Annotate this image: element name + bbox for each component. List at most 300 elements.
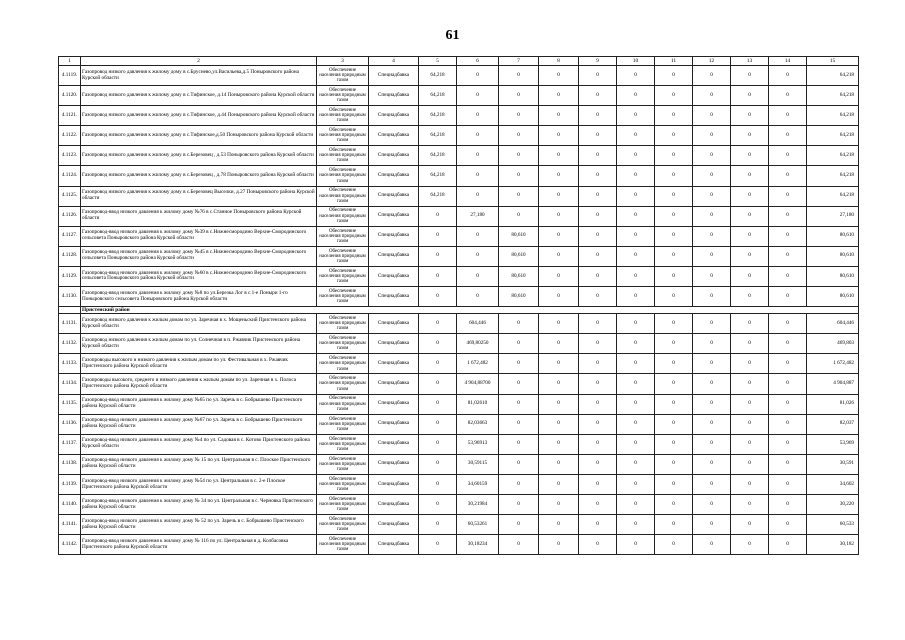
activity-type: Обеспечение населения природным газом (317, 66, 369, 86)
row-number: 4.1120. (59, 86, 81, 106)
table-row (59, 266, 859, 286)
funding-source: Спецнадбавка (369, 515, 419, 535)
total-value: 30,182 (807, 535, 859, 555)
row-number: 4.1137. (59, 434, 81, 454)
total-value: 30,220 (807, 495, 859, 515)
year-value: 80,610 (499, 226, 539, 246)
year-value: 0 (769, 287, 807, 307)
table-row (59, 166, 859, 186)
year-value: 0 (539, 314, 579, 334)
object-name: Газопровод низкого давления к жилому дому в с.Тифинское,д.50 Поныровского района Курской области (81, 126, 317, 146)
year-value: 0 (499, 206, 539, 226)
table-row (59, 86, 859, 106)
total-value: 80,610 (807, 287, 859, 307)
year-value: 0 (499, 414, 539, 434)
activity-type: Обеспечение населения природным газом (317, 314, 369, 334)
year-value: 0 (579, 314, 617, 334)
column-number-9: 9 (579, 57, 617, 66)
row-number: 4.1119. (59, 66, 81, 86)
year-value: 0 (693, 495, 731, 515)
program-table-container (58, 56, 854, 555)
year-value: 64,218 (419, 66, 457, 86)
year-value: 80,610 (499, 287, 539, 307)
year-value: 0 (617, 86, 655, 106)
row-number: 4.1124. (59, 166, 81, 186)
funding-source: Спецнадбавка (369, 266, 419, 286)
year-value: 0 (731, 66, 769, 86)
year-value: 0 (419, 374, 457, 394)
funding-source: Спецнадбавка (369, 374, 419, 394)
year-value: 0 (579, 434, 617, 454)
year-value: 0 (655, 146, 693, 166)
year-value: 0 (769, 226, 807, 246)
year-value: 0 (731, 86, 769, 106)
object-name: Газопровод низкого давления к жилым домам по ул. Заречная в х. Мощеньский Пристенского района Курской области (81, 314, 317, 334)
year-value: 0 (579, 394, 617, 414)
year-value: 0 (731, 126, 769, 146)
funding-source: Спецнадбавка (369, 226, 419, 246)
activity-type: Обеспечение населения природным газом (317, 226, 369, 246)
object-name: Газопровод низкого давления к жилому дому в с.Тифинское, д.44 Поныровского района Курской области (81, 106, 317, 126)
year-value: 64,218 (419, 166, 457, 186)
year-value: 0 (693, 414, 731, 434)
year-value: 0 (693, 266, 731, 286)
year-value: 0 (769, 314, 807, 334)
activity-type: Обеспечение населения природным газом (317, 394, 369, 414)
activity-type: Обеспечение населения природным газом (317, 266, 369, 286)
year-value: 0 (579, 535, 617, 555)
year-value: 0 (769, 334, 807, 354)
table-row (59, 206, 859, 226)
year-value: 0 (419, 206, 457, 226)
year-value: 0 (539, 474, 579, 494)
total-value: 27,180 (807, 206, 859, 226)
total-value: 64,218 (807, 146, 859, 166)
year-value: 0 (693, 434, 731, 454)
activity-type: Обеспечение населения природным газом (317, 535, 369, 555)
activity-type: Обеспечение населения природным газом (317, 454, 369, 474)
year-value: 0 (419, 287, 457, 307)
year-value: 30,21984 (457, 495, 499, 515)
row-number: 4.1135. (59, 394, 81, 414)
year-value: 0 (539, 334, 579, 354)
year-value: 0 (731, 434, 769, 454)
total-value: 81,026 (807, 394, 859, 414)
year-value: 0 (419, 334, 457, 354)
row-number: 4.1138. (59, 454, 81, 474)
year-value: 0 (539, 146, 579, 166)
year-value: 0 (579, 474, 617, 494)
year-value: 0 (539, 206, 579, 226)
year-value: 0 (539, 266, 579, 286)
year-value: 30,18234 (457, 535, 499, 555)
row-number: 4.1123. (59, 146, 81, 166)
column-number-8: 8 (539, 57, 579, 66)
column-number-14: 14 (769, 57, 807, 66)
year-value: 0 (693, 246, 731, 266)
year-value: 0 (693, 166, 731, 186)
year-value: 0 (419, 535, 457, 555)
year-value: 604,446 (457, 314, 499, 334)
year-value: 0 (693, 374, 731, 394)
activity-type: Обеспечение населения природным газом (317, 166, 369, 186)
year-value: 0 (457, 226, 499, 246)
year-value: 0 (579, 374, 617, 394)
year-value: 0 (499, 434, 539, 454)
funding-source: Спецнадбавка (369, 106, 419, 126)
year-value: 0 (579, 334, 617, 354)
year-value: 0 (655, 535, 693, 555)
year-value: 0 (579, 66, 617, 86)
year-value: 64,218 (419, 106, 457, 126)
object-name: Газопровод-ввод низкого давления к жилому дому №60 в с.Нижнесмородино Верхне-Смородинского сельсовета Поныровского района Курской области (81, 266, 317, 286)
object-name: Газопровод-ввод низкого давления к жилому дому № 34 по ул. Центральная в с. Черновка Пристенского района Курской области (81, 495, 317, 515)
activity-type: Обеспечение населения природным газом (317, 495, 369, 515)
object-name: Газопровод низкого давления к жилому дому в с.Березовец Выселки, д.27 Поныровского района Курской области (81, 186, 317, 206)
year-value: 0 (579, 106, 617, 126)
row-number: 4.1121. (59, 106, 81, 126)
year-value: 0 (499, 66, 539, 86)
year-value: 0 (617, 354, 655, 374)
year-value: 0 (617, 334, 655, 354)
object-name: Газопровод-ввод низкого давления к жилому дому № 52 по ул. Заречь в с. Бобрышево Пристенского района Курской области (81, 515, 317, 535)
year-value: 0 (617, 495, 655, 515)
year-value: 64,218 (419, 186, 457, 206)
year-value: 0 (539, 454, 579, 474)
year-value: 0 (731, 206, 769, 226)
year-value: 0 (539, 394, 579, 414)
funding-source: Спецнадбавка (369, 287, 419, 307)
total-value: 53,969 (807, 434, 859, 454)
funding-source: Спецнадбавка (369, 354, 419, 374)
year-value: 0 (539, 186, 579, 206)
table-row (59, 474, 859, 494)
table-body (59, 57, 859, 555)
year-value: 0 (693, 314, 731, 334)
year-value: 0 (655, 374, 693, 394)
column-number-3: 3 (317, 57, 369, 66)
year-value: 0 (539, 166, 579, 186)
object-name: Газопровод-ввод низкого давления к жилому дому №76 в с.Станное Поныровского района Курской области (81, 206, 317, 226)
table-row (59, 515, 859, 535)
year-value: 0 (693, 394, 731, 414)
total-value: 64,218 (807, 86, 859, 106)
year-value: 0 (419, 394, 457, 414)
year-value: 0 (579, 226, 617, 246)
funding-source: Спецнадбавка (369, 454, 419, 474)
year-value: 0 (655, 495, 693, 515)
object-name: Газопровод-ввод низкого давления к жилому дому №54 по ул. Центральная в с. 2-е Плоское Пристенского района Курской области (81, 474, 317, 494)
year-value: 0 (655, 334, 693, 354)
table-row (59, 354, 859, 374)
year-value: 0 (617, 474, 655, 494)
year-value: 0 (499, 515, 539, 535)
object-name: Газопровод низкого давления к жилому дому в с.Березовец , д.53 Поныровского района Курской области (81, 146, 317, 166)
activity-type: Обеспечение населения природным газом (317, 474, 369, 494)
object-name: Газопровод-ввод низкого давления к жилому дому №65 по ул. Заречь в с. Бобрышево Пристенского района Курской области (81, 394, 317, 414)
year-value: 0 (419, 314, 457, 334)
year-value: 0 (539, 374, 579, 394)
year-value: 0 (419, 354, 457, 374)
year-value: 64,218 (419, 126, 457, 146)
year-value: 0 (693, 226, 731, 246)
total-value: 64,218 (807, 186, 859, 206)
total-value: 64,218 (807, 106, 859, 126)
table-row (59, 334, 859, 354)
year-value: 0 (579, 515, 617, 535)
year-value: 0 (539, 287, 579, 307)
year-value: 0 (655, 287, 693, 307)
total-value: 82,037 (807, 414, 859, 434)
column-number-6: 6 (457, 57, 499, 66)
funding-source: Спецнадбавка (369, 66, 419, 86)
funding-source: Спецнадбавка (369, 246, 419, 266)
year-value: 0 (693, 186, 731, 206)
row-number: 4.1140. (59, 495, 81, 515)
row-number: 4.1142. (59, 535, 81, 555)
year-value: 0 (769, 394, 807, 414)
year-value: 0 (617, 515, 655, 535)
funding-source: Спецнадбавка (369, 535, 419, 555)
year-value: 0 (693, 66, 731, 86)
year-value: 0 (499, 314, 539, 334)
year-value: 1 672,482 (457, 354, 499, 374)
table-row (59, 106, 859, 126)
year-value: 0 (499, 374, 539, 394)
year-value: 0 (693, 126, 731, 146)
row-number: 4.1129. (59, 266, 81, 286)
year-value: 0 (419, 434, 457, 454)
year-value: 0 (655, 246, 693, 266)
year-value: 0 (579, 206, 617, 226)
year-value: 0 (769, 454, 807, 474)
year-value: 0 (769, 414, 807, 434)
row-number: 4.1141. (59, 515, 81, 535)
year-value: 0 (579, 414, 617, 434)
year-value: 0 (693, 206, 731, 226)
year-value: 0 (579, 246, 617, 266)
year-value: 0 (731, 186, 769, 206)
year-value: 0 (457, 106, 499, 126)
object-name: Газопровод-ввод низкого давления к жилому дому №8 по ул.Березка Лог в с.1-е Поныри 1-го Поныровского сельсовета Поныровского района Курской области (81, 287, 317, 307)
year-value: 0 (693, 354, 731, 374)
table-row (59, 374, 859, 394)
total-value: 80,610 (807, 246, 859, 266)
year-value: 0 (617, 106, 655, 126)
year-value: 0 (769, 434, 807, 454)
year-value: 0 (617, 126, 655, 146)
row-number: 4.1128. (59, 246, 81, 266)
total-value: 64,218 (807, 166, 859, 186)
year-value: 0 (457, 186, 499, 206)
year-value: 60,53261 (457, 515, 499, 535)
year-value: 0 (539, 515, 579, 535)
activity-type: Обеспечение населения природным газом (317, 287, 369, 307)
funding-source: Спецнадбавка (369, 434, 419, 454)
row-number: 4.1122. (59, 126, 81, 146)
year-value: 0 (617, 314, 655, 334)
activity-type: Обеспечение населения природным газом (317, 146, 369, 166)
table-row (59, 394, 859, 414)
funding-source: Спецнадбавка (369, 334, 419, 354)
year-value: 0 (655, 414, 693, 434)
year-value: 0 (769, 354, 807, 374)
year-value: 0 (731, 287, 769, 307)
year-value: 0 (769, 146, 807, 166)
section-number-cell (59, 307, 81, 314)
year-value: 0 (769, 86, 807, 106)
year-value: 64,218 (419, 86, 457, 106)
year-value: 0 (655, 86, 693, 106)
table-row (59, 126, 859, 146)
year-value: 0 (731, 535, 769, 555)
year-value: 0 (731, 266, 769, 286)
year-value: 0 (579, 126, 617, 146)
year-value: 0 (731, 414, 769, 434)
year-value: 0 (539, 495, 579, 515)
activity-type: Обеспечение населения природным газом (317, 374, 369, 394)
year-value: 0 (769, 246, 807, 266)
row-number: 4.1131. (59, 314, 81, 334)
year-value: 0 (769, 66, 807, 86)
year-value: 0 (419, 266, 457, 286)
activity-type: Обеспечение населения природным газом (317, 206, 369, 226)
year-value: 0 (499, 146, 539, 166)
year-value: 0 (617, 287, 655, 307)
year-value: 0 (655, 106, 693, 126)
object-name: Газопроводы высокого и низкого давления к жилым домам по ул. Фестивальная в х. Ржавчик Пристенского района Курской области (81, 354, 317, 374)
column-number-4: 4 (369, 57, 419, 66)
year-value: 0 (769, 495, 807, 515)
table-row (59, 535, 859, 555)
activity-type: Обеспечение населения природным газом (317, 86, 369, 106)
object-name: Газопровод-ввод низкого давления к жилому дому №45 в с.Нижнесмородино Верхне-Смородинского сельсовета Поныровского района Курской области (81, 246, 317, 266)
year-value: 0 (617, 414, 655, 434)
activity-type: Обеспечение населения природным газом (317, 434, 369, 454)
activity-type: Обеспечение населения природным газом (317, 126, 369, 146)
year-value: 0 (769, 474, 807, 494)
year-value: 0 (499, 454, 539, 474)
year-value: 0 (499, 334, 539, 354)
year-value: 0 (617, 394, 655, 414)
year-value: 0 (419, 474, 457, 494)
column-number-1: 1 (59, 57, 81, 66)
funding-source: Спецнадбавка (369, 186, 419, 206)
column-number-10: 10 (617, 57, 655, 66)
year-value: 0 (769, 126, 807, 146)
year-value: 0 (457, 287, 499, 307)
year-value: 0 (617, 454, 655, 474)
year-value: 27,180 (457, 206, 499, 226)
total-value: 469,803 (807, 334, 859, 354)
funding-source: Спецнадбавка (369, 495, 419, 515)
year-value: 0 (579, 266, 617, 286)
funding-source: Спецнадбавка (369, 314, 419, 334)
year-value: 0 (655, 314, 693, 334)
year-value: 0 (693, 106, 731, 126)
year-value: 0 (693, 474, 731, 494)
table-row (59, 226, 859, 246)
year-value: 0 (617, 226, 655, 246)
table-row (59, 454, 859, 474)
year-value: 0 (419, 454, 457, 474)
year-value: 0 (655, 66, 693, 86)
year-value: 0 (579, 86, 617, 106)
year-value: 0 (617, 206, 655, 226)
total-value: 80,610 (807, 226, 859, 246)
row-number: 4.1126. (59, 206, 81, 226)
year-value: 0 (655, 126, 693, 146)
year-value: 0 (539, 126, 579, 146)
year-value: 0 (539, 434, 579, 454)
year-value: 30,59115 (457, 454, 499, 474)
year-value: 0 (617, 146, 655, 166)
total-value: 1 672,482 (807, 354, 859, 374)
year-value: 0 (655, 226, 693, 246)
row-number: 4.1133. (59, 354, 81, 374)
year-value: 0 (499, 535, 539, 555)
column-number-12: 12 (693, 57, 731, 66)
year-value: 0 (579, 454, 617, 474)
year-value: 0 (693, 146, 731, 166)
object-name: Газопровод низкого давления к жилому дому в с.Бруснево,ул.Васильева,д.5 Поныровского района Курской области (81, 66, 317, 86)
column-number-header-row (59, 57, 859, 66)
year-value: 0 (457, 166, 499, 186)
row-number: 4.1136. (59, 414, 81, 434)
year-value: 0 (731, 314, 769, 334)
total-value: 80,610 (807, 266, 859, 286)
year-value: 0 (617, 186, 655, 206)
year-value: 0 (457, 146, 499, 166)
year-value: 0 (539, 86, 579, 106)
activity-type: Обеспечение населения природным газом (317, 106, 369, 126)
year-value: 0 (731, 474, 769, 494)
funding-source: Спецнадбавка (369, 166, 419, 186)
year-value: 0 (579, 146, 617, 166)
year-value: 0 (579, 287, 617, 307)
funding-source: Спецнадбавка (369, 474, 419, 494)
column-number-2: 2 (81, 57, 317, 66)
year-value: 0 (731, 495, 769, 515)
year-value: 0 (655, 394, 693, 414)
column-number-5: 5 (419, 57, 457, 66)
total-value: 604,446 (807, 314, 859, 334)
year-value: 469,80250 (457, 334, 499, 354)
object-name: Газопровод-ввод низкого давления к жилому дому №4 по ул. Садовая в с. Котово Пристенского района Курской области (81, 434, 317, 454)
year-value: 0 (457, 86, 499, 106)
year-value: 0 (499, 106, 539, 126)
year-value: 80,610 (499, 246, 539, 266)
table-row (59, 287, 859, 307)
page-number: 61 (445, 28, 460, 43)
year-value: 0 (731, 334, 769, 354)
year-value: 0 (617, 166, 655, 186)
year-value: 0 (769, 374, 807, 394)
year-value: 0 (579, 495, 617, 515)
year-value: 0 (769, 535, 807, 555)
total-value: 60,533 (807, 515, 859, 535)
year-value: 0 (617, 66, 655, 86)
year-value: 0 (499, 495, 539, 515)
funding-source: Спецнадбавка (369, 146, 419, 166)
object-name: Газопровод низкого давления к жилому дому в с.Березовец , д.78 Поныровского района Курской области (81, 166, 317, 186)
table-row (59, 246, 859, 266)
table-row (59, 146, 859, 166)
year-value: 0 (731, 394, 769, 414)
year-value: 0 (655, 474, 693, 494)
year-value: 0 (419, 414, 457, 434)
table-row (59, 66, 859, 86)
